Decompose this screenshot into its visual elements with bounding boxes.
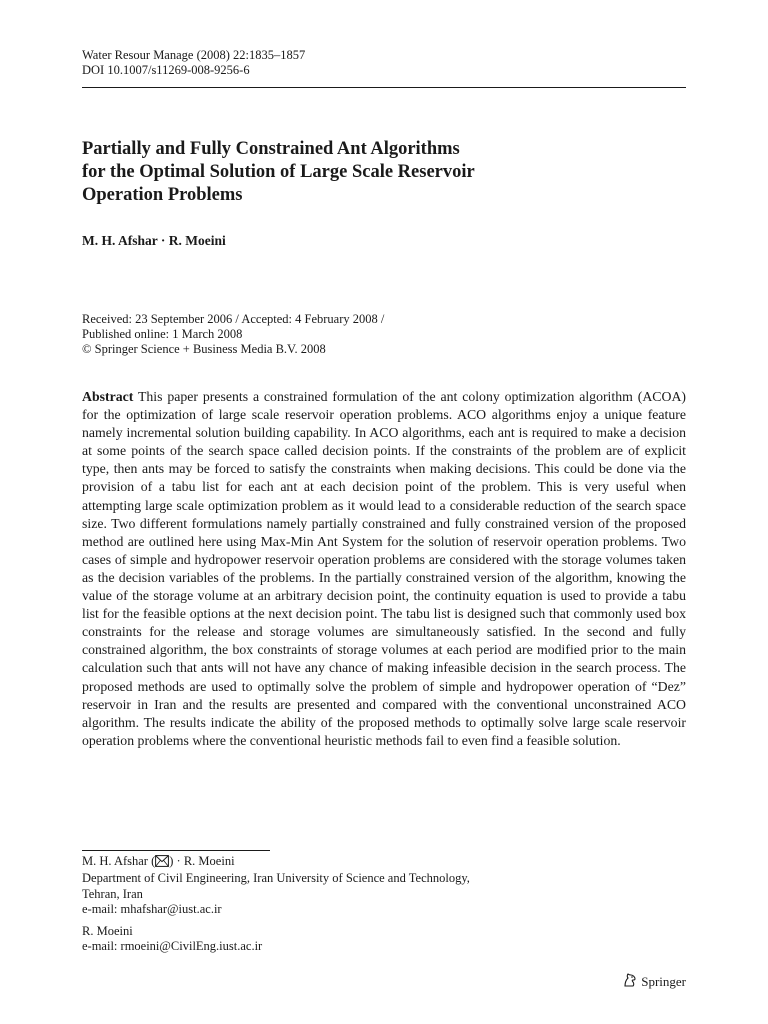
email-afshar[interactable]: e-mail: mhafshar@iust.ac.ir xyxy=(82,902,222,917)
email-moeini[interactable]: e-mail: rmoeini@CivilEng.iust.ac.ir xyxy=(82,939,263,954)
paper-title xyxy=(82,138,682,207)
footnote-rule xyxy=(82,850,270,851)
doi: DOI 10.1007/s11269-008-9256-6 xyxy=(82,63,250,77)
header-rule xyxy=(82,87,686,88)
publisher-logo xyxy=(622,972,686,992)
author1-prefix: M. H. Afshar ( xyxy=(82,854,156,868)
copyright: © Springer Science + Business Media B.V. 2008 xyxy=(82,342,326,356)
title-line: Operation Problems xyxy=(82,185,243,205)
author-affiliations xyxy=(82,854,470,954)
envelope-icon xyxy=(155,855,169,871)
abstract-heading: Abstract xyxy=(82,389,134,404)
corresponding-author-line xyxy=(82,854,470,871)
title-line: Partially and Fully Constrained Ant Algorithms xyxy=(82,139,460,159)
city: Tehran, Iran xyxy=(82,886,143,901)
author2-name: R. Moeini xyxy=(82,923,133,938)
abstract-body: This paper presents a constrained formulation of the ant colony optimization algorithm (ACOA) for the optimization of large scale reservoir operation problems. ACO algorithms enjoy a unique feature namely incremental solution building capability. In ACO algorithms, each ant is required to make a decision at some points of the search space called decision points. If the constraints of the problem are of explicit type, then ants may be forced to satisfy the constraints when making decisions. This could be done via the provision of a tabu list for each ant at each decision point of the problem. This is very useful when attempting large scale optimization problem as it would lead to a considerable reduction of the search space size. Two different formulations namely partially constrained and fully constrained version of the proposed method are outlined here using Max-Min Ant System for the solution of reservoir operation problems. Two cases of simple and hydropower reservoir operation problems are considered with the storage volumes taken as the decision variables of the problems. In the partially constrained version of the algorithm, knowing the value of the storage volume at an arbitrary decision point, the continuity equation is used to provide a tabu list for the feasible options at the next decision point. The tabu list is designed such that commonly used box constraints for the release and storage volumes are simultaneously satisfied. In the second and fully constrained algorithm, the box constraints of storage volumes at each period are modified prior to the main calculation such that ants will not have any chance of making infeasible decision in the search process. The proposed methods are used to optimally solve the problem of simple and hydropower operation of “Dez” reservoir in Iran and the results are presented and compared with the conventional unconstrained ACO algorithm. The results indicate the ability of the proposed methods to optimally solve large scale reservoir operation problems where the conventional heuristic methods fail to even find a feasible solution. xyxy=(82,389,687,748)
published-online: Published online: 1 March 2008 xyxy=(82,327,243,341)
abstract xyxy=(82,388,686,750)
department: Department of Civil Engineering, Iran University of Science and Technology, xyxy=(82,871,470,886)
title-line: for the Optimal Solution of Large Scale Reservoir xyxy=(82,162,475,182)
springer-horse-icon xyxy=(622,972,638,992)
publisher-name: Springer xyxy=(641,974,686,989)
journal-citation: Water Resour Manage (2008) 22:1835–1857 xyxy=(82,48,306,62)
publication-dates xyxy=(82,312,384,357)
author1-suffix: ) · R. Moeini xyxy=(169,854,235,868)
received-accepted: Received: 23 September 2006 / Accepted: 4 February 2008 / xyxy=(82,312,385,326)
journal-header xyxy=(82,48,305,78)
author-list: M. H. Afshar · R. Moeini xyxy=(82,233,226,248)
